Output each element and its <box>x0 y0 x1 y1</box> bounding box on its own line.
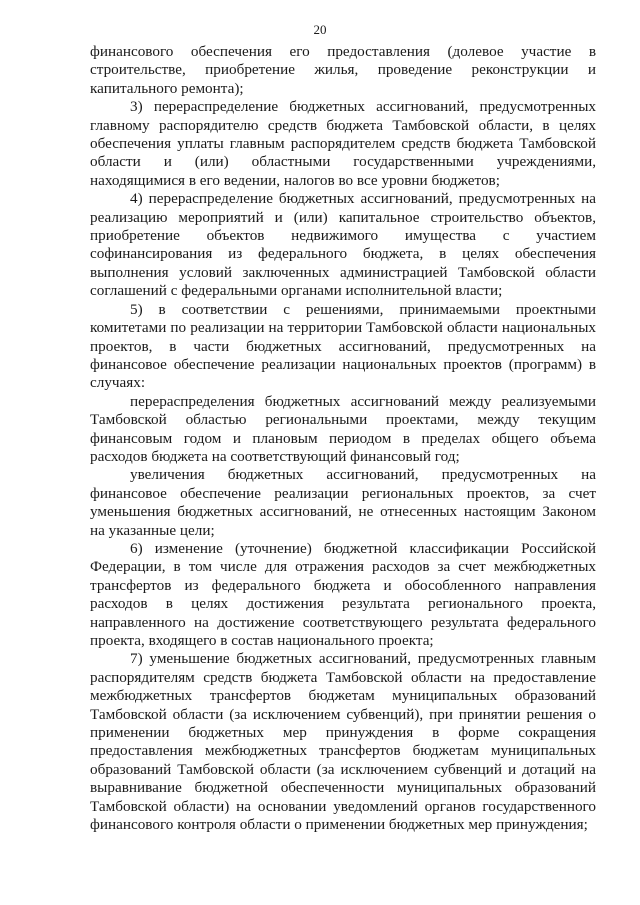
paragraph-item-3: 3) перераспределение бюджетных ассигнований, предусмотренных главному распорядителю средств бюджета Тамбовской области, в целях обеспечения уплаты главным распорядителем средств бюджета Тамбовской области и (или) областными государственными учреждениями, находящимися в его ведении, налогов во все уровни бюджетов; <box>90 98 596 189</box>
paragraph-item-5: 5) в соответствии с решениями, принимаемыми проектными комитетами по реализации на территории Тамбовской области национальных проектов, в части бюджетных ассигнований, предусмотренных на финансовое обеспечение реализации национальных проектов (программ) в случаях: <box>90 300 596 392</box>
paragraph-item-7: 7) уменьшение бюджетных ассигнований, предусмотренных главным распорядителям средств бюджета Тамбовской области на предоставление межбюджетных трансфертов бюджетам муниципальных образований Тамбовской области (за исключением субвенций), при принятии решения о применении бюджетных мер принуждения в форме сокращения предоставления межбюджетных трансфертов бюджетам муниципальных образований Тамбовской области (за исключением субвенций и дотаций на выравнивание бюджетной обеспеченности муниципальных образований Тамбовской области) на основании уведомлений органов государственного финансового контроля области о применении бюджетных мер принуждения; <box>90 650 596 834</box>
paragraph-item-6: 6) изменение (уточнение) бюджетной классификации Российской Федерации, в том числе для отражения расходов за счет межбюджетных трансфертов из федерального бюджета и обособленного направления расходов в целях достижения результата регионального проекта, направленного на достижение соответствующего результата федерального проекта, входящего в состав национального проекта; <box>90 539 596 649</box>
paragraph-case-redistribution: перераспределения бюджетных ассигнований между реализуемыми Тамбовской областью региональными проектами, между текущим финансовым годом и плановым периодом в пределах общего объема расходов бюджета на соответствующий финансовый год; <box>90 392 596 465</box>
paragraph-item-4: 4) перераспределение бюджетных ассигнований, предусмотренных на реализацию мероприятий и (или) капитальное строительство объектов, приобретение объектов недвижимого имущества с участием софинансирования из федерального бюджета, в целях обеспечения выполнения условий заключенных администрацией Тамбовской области соглашений с федеральными органами исполнительной власти; <box>90 190 596 300</box>
document-body <box>90 43 596 834</box>
page-number: 20 <box>313 22 327 37</box>
paragraph-case-increase: увеличения бюджетных ассигнований, предусмотренных на финансовое обеспечение реализации региональных проектов, за счет уменьшения бюджетных ассигнований, не отнесенных настоящим Законом на указанные цели; <box>90 466 596 539</box>
paragraph-continuation: финансового обеспечения его предоставления (долевое участие в строительстве, приобретение жилья, проведение реконструкции и капитального ремонта); <box>90 43 596 97</box>
